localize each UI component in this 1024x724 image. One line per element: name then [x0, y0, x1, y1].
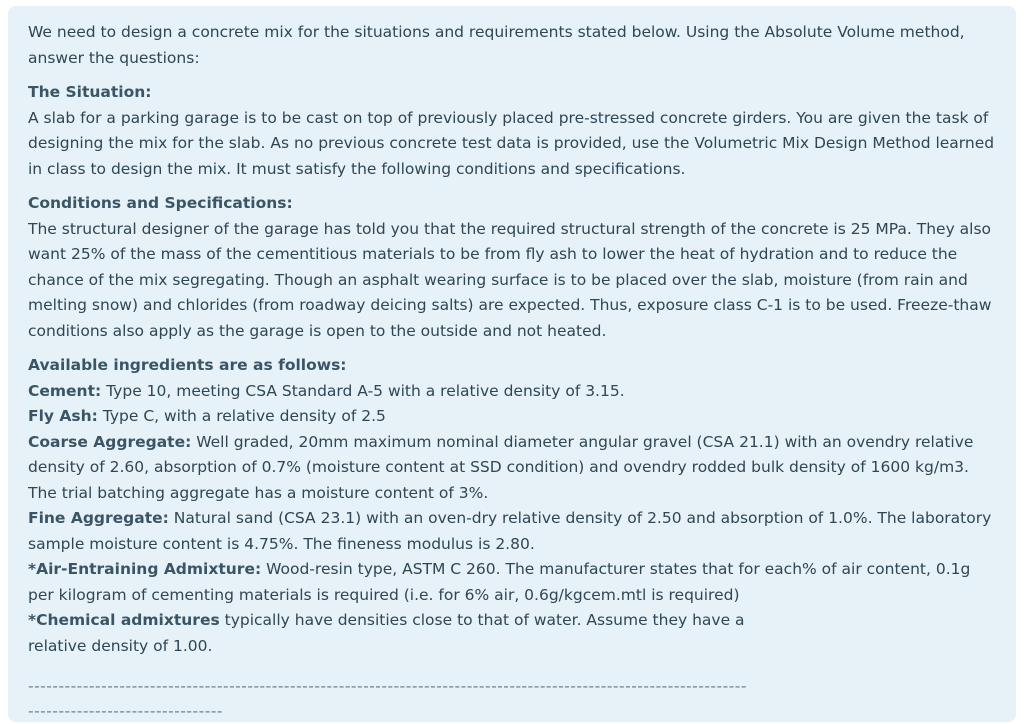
conditions-heading: Conditions and Specifications:	[28, 194, 293, 212]
ingredient-label: Fine Aggregate:	[28, 509, 169, 527]
ingredient-fly-ash	[28, 404, 996, 430]
conditions-section	[28, 191, 996, 344]
ingredients-section	[28, 353, 996, 659]
ingredient-text: Type C, with a relative density of 2.5	[97, 407, 386, 425]
ingredient-text: Type 10, meeting CSA Standard A-5 with a relative density of 3.15.	[101, 381, 625, 400]
ingredient-text: Well graded, 20mm maximum nominal diameter angular gravel (CSA 21.1) with an ovendry relative density of 2.60, absorption of 0.7% (moisture content at SSD condition) and ovendry rodded bulk density of 1600 kg/m3. The trial batching aggregate has a moisture content of 3%.	[28, 432, 974, 502]
ingredient-label: *Chemical admixtures	[28, 611, 220, 629]
intro-text: We need to design a concrete mix for the situations and requirements stated below. Using the Absolute Volume method, answer the questions:	[28, 23, 965, 67]
ingredient-air-entraining	[28, 557, 996, 608]
situation-text: A slab for a parking garage is to be cast on top of previously placed pre-stressed concrete girders. You are given the task of designing the mix for the slab. As no previous concrete test data is provided, use the Volumetric Mix Design Method learned in class to design the mix. It must satisfy the following conditions and specifications.	[28, 108, 995, 178]
separator-line: ----------------------------------------------------------------------------------------------------------------------	[28, 677, 747, 695]
ingredient-fine-aggregate	[28, 506, 996, 557]
ingredient-label: Fly Ash:	[28, 407, 98, 425]
ingredient-text: Wood-resin type, ASTM C 260. The manufacturer states that for each% of air content, 0.1g per kilogram of cementing materials is required (i.e. for 6% air, 0.6g/kgcem.mtl is required)	[28, 560, 971, 604]
ingredients-heading: Available ingredients are as follows:	[28, 356, 347, 374]
situation-heading: The Situation:	[28, 83, 152, 101]
conditions-text: The structural designer of the garage has told you that the required structural strength of the concrete is 25 MPa. They also want 25% of the mass of the cementitious materials to be from fly ash to lower the heat of hydration and to reduce the chance of the mix segregating. Though an asphalt wearing surface is to be placed over the slab, moisture (from rain and melting snow) and chlorides (from roadway deicing salts) are expected. Thus, exposure class C-1 is to be used. Freeze-thaw conditions also apply as the garage is open to the outside and not heated.	[28, 219, 992, 340]
ingredient-coarse-aggregate	[28, 430, 996, 507]
ingredient-label: Coarse Aggregate:	[28, 432, 192, 451]
ingredient-label: Cement:	[28, 381, 102, 400]
ingredient-label: *Air-Entraining Admixture:	[28, 560, 262, 578]
ingredient-text-continued: relative density of 1.00.	[28, 636, 213, 655]
situation-section	[28, 80, 996, 182]
separator-line-continued: --------------------------------	[28, 702, 223, 720]
ingredient-cement	[28, 379, 996, 405]
ingredient-text: typically have densities close to that of water. Assume they have a	[219, 611, 745, 629]
ingredient-text: Natural sand (CSA 23.1) with an oven-dry relative density of 2.50 and absorption of 1.0%. The laboratory sample moisture content is 4.75%. The fineness modulus is 2.80.	[28, 509, 992, 553]
ingredient-chemical-admixtures	[28, 608, 996, 659]
question-panel	[8, 6, 1016, 722]
